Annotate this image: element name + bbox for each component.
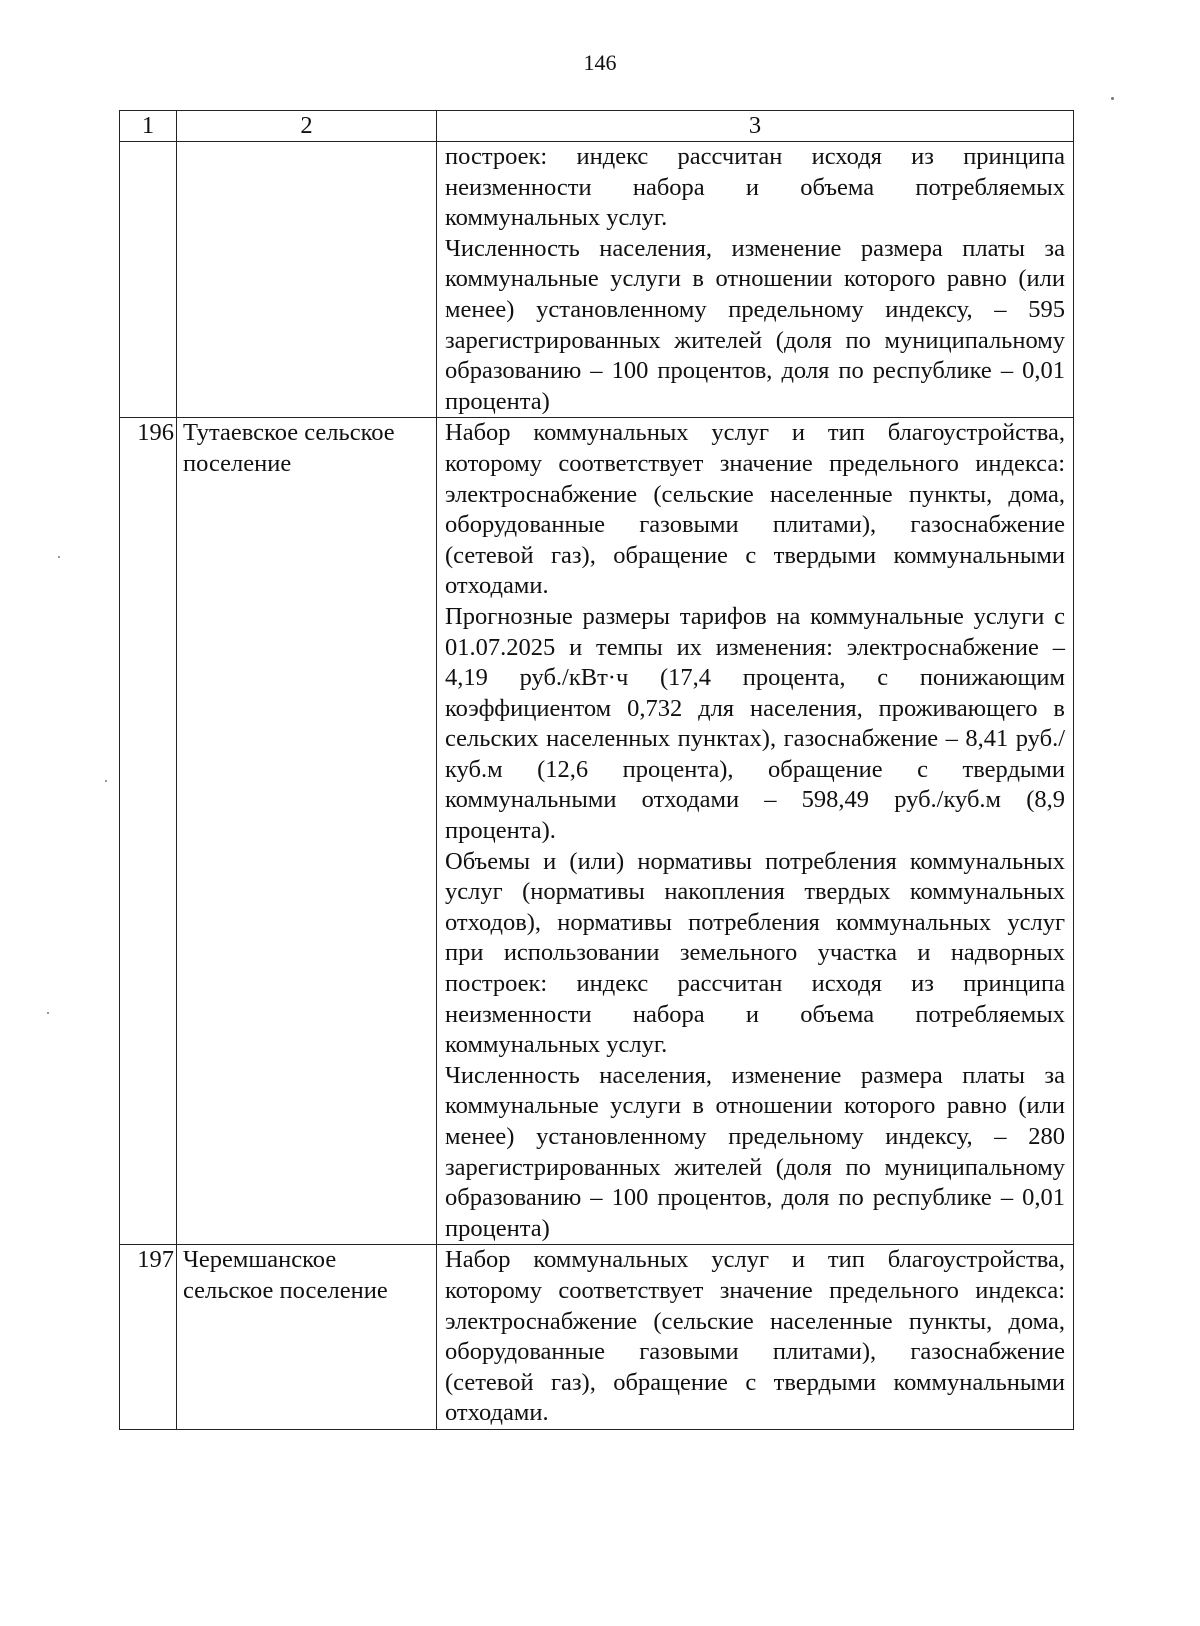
description-cell	[437, 142, 1074, 418]
header-col-3: 3	[437, 111, 1074, 142]
municipality-name: Тутаевское сельское поселение	[177, 418, 437, 1245]
description-cell	[437, 1245, 1074, 1430]
document-table	[119, 110, 1074, 1430]
table-row	[120, 142, 1074, 418]
municipality-name	[177, 142, 437, 418]
table-row	[120, 1245, 1074, 1430]
description-paragraph: Набор коммунальных услуг и тип благоустройства, которому соответствует значение предельного индекса: электроснабжение (сельские населенные пункты, дома, оборудованные газовыми плитами), газоснабжение (сетевой газ), обращение с твердыми коммунальными отходами.	[445, 419, 1065, 600]
scan-speck	[58, 556, 60, 558]
table-row	[120, 418, 1074, 1245]
row-number: 197	[120, 1245, 177, 1430]
page-number: 146	[583, 50, 617, 75]
description-cell	[437, 418, 1074, 1245]
description-paragraph: Объемы и (или) нормативы потребления коммунальных услуг (нормативы накопления твердых коммунальных отходов), нормативы потребления коммунальных услуг при использовании земельного участка и надворных построек: индекс рассчитан исходя из принципа неизменности набора и объема потребляемых коммунальных услуг.	[445, 847, 1065, 1059]
description-paragraph: Набор коммунальных услуг и тип благоустройства, которому соответствует значение предельного индекса: электроснабжение (сельские населенные пункты, дома, оборудованные газовыми плитами), газоснабжение (сетевой газ), обращение с твердыми коммунальными отходами.	[445, 1246, 1065, 1427]
table-header-row	[120, 111, 1074, 142]
scan-speck	[47, 1012, 49, 1014]
description-paragraph: построек: индекс рассчитан исходя из принципа неизменности набора и объема потребляемых коммунальных услуг.	[445, 143, 1065, 232]
row-number	[120, 142, 177, 418]
municipality-name: Черемшанское сельское поселение	[177, 1245, 437, 1430]
description-paragraph: Численность населения, изменение размера платы за коммунальные услуги в отношении которого равно (или менее) установленному предельному индексу, – 595 зарегистрированных жителей (доля по муниципальному образованию – 100 процентов, доля по республике – 0,01 процента)	[445, 234, 1065, 415]
scan-speck	[1111, 97, 1114, 100]
header-col-1: 1	[120, 111, 177, 142]
row-number: 196	[120, 418, 177, 1245]
description-paragraph: Прогнозные размеры тарифов на коммунальные услуги с 01.07.2025 и темпы их изменения: электроснабжение – 4,19 руб./кВт·ч (17,4 процента, с понижающим коэффициентом 0,732 для населения, проживающего в сельских населенных пунктах), газоснабжение – 8,41 руб./куб.м (12,6 процента), обращение с твердыми коммунальными отходами – 598,49 руб./куб.м (8,9 процента).	[445, 602, 1065, 845]
description-paragraph: Численность населения, изменение размера платы за коммунальные услуги в отношении которого равно (или менее) установленному предельному индексу, – 280 зарегистрированных жителей (доля по муниципальному образованию – 100 процентов, доля по республике – 0,01 процента)	[445, 1061, 1065, 1242]
scan-speck	[105, 780, 107, 782]
header-col-2: 2	[177, 111, 437, 142]
